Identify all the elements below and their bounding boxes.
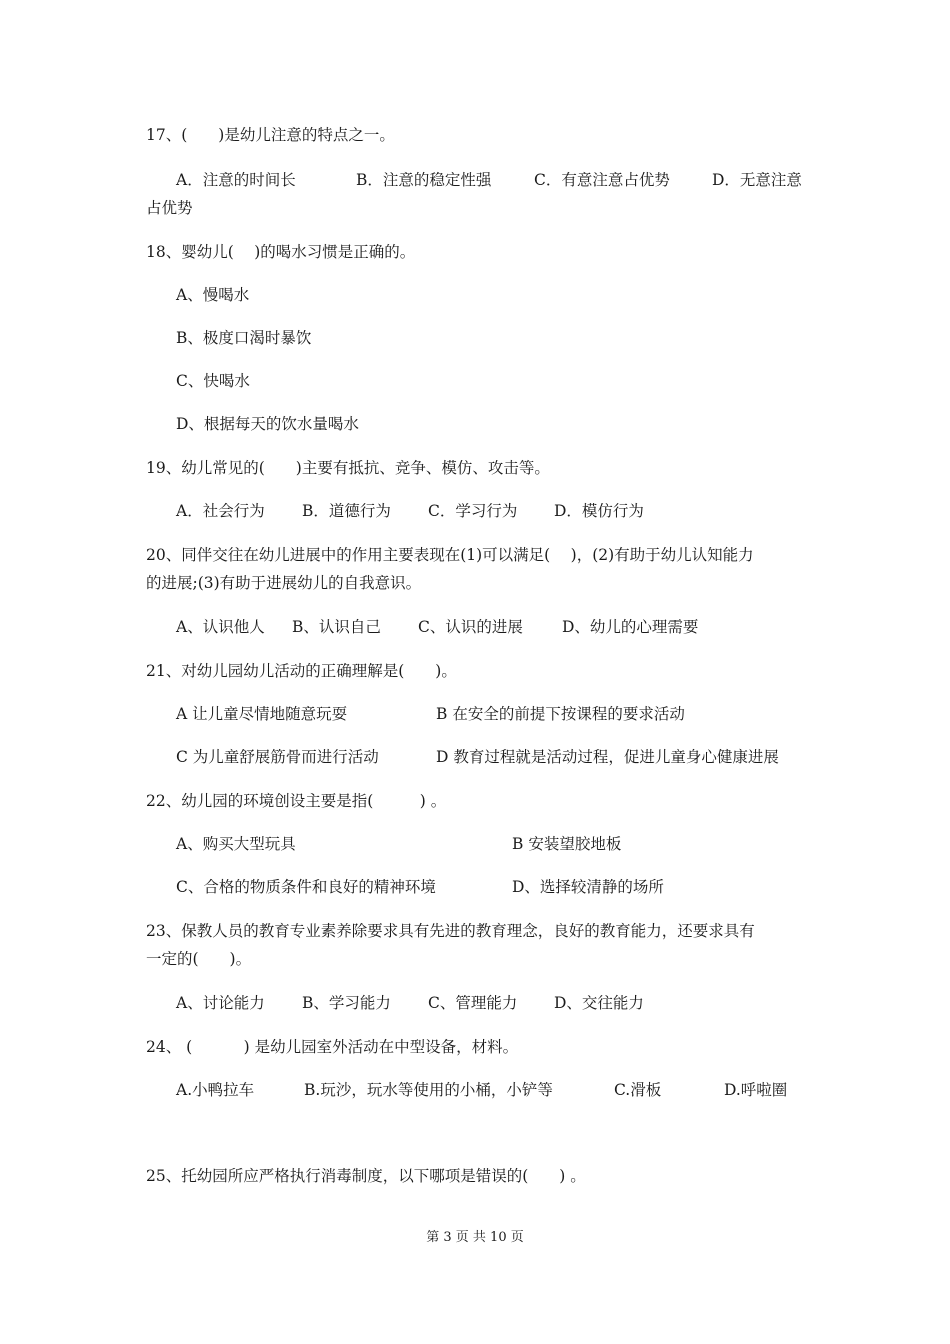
q17-option-d-wrap: 占优势 (146, 199, 193, 217)
q20-option-b: B、认识自己 (292, 618, 381, 636)
q24-option-b: B.玩沙，玩水等使用的小桶，小铲等 (304, 1081, 553, 1099)
q21-option-d: D 教育过程就是活动过程，促进儿童身心健康进展 (436, 748, 779, 766)
question-23-stem-line1: 23、保教人员的教育专业素养除要求具有先进的教育理念，良好的教育能力，还要求具有 (146, 922, 755, 940)
q23-option-a: A、讨论能力 (176, 994, 265, 1012)
q20-option-d: D、幼儿的心理需要 (562, 618, 699, 636)
q22-option-a: A、购买大型玩具 (176, 835, 296, 853)
q24-option-d: D.呼啦圈 (724, 1081, 788, 1099)
q19-option-d: D．模仿行为 (554, 502, 644, 520)
q21-option-a: A 让儿童尽情地随意玩耍 (176, 705, 348, 723)
page-footer: 第 3 页 共 10 页 (426, 1230, 524, 1245)
q23-option-c: C、管理能力 (428, 994, 518, 1012)
q23-option-b: B、学习能力 (302, 994, 391, 1012)
q21-option-b: B 在安全的前提下按课程的要求活动 (436, 705, 685, 723)
question-21-options-row2 (176, 746, 840, 768)
question-17-options (176, 169, 840, 191)
question-22-stem: 22、幼儿园的环境创设主要是指( ) 。 (146, 792, 447, 810)
q17-option-d: D．无意注意 (712, 171, 802, 189)
q22-option-b: B 安装望胶地板 (512, 835, 622, 853)
question-22-options-row1 (176, 833, 840, 855)
question-21-options-row1 (176, 703, 840, 725)
question-20-stem-line2: 的进展;(3)有助于进展幼儿的自我意识。 (146, 574, 422, 592)
question-21-stem: 21、对幼儿园幼儿活动的正确理解是( )。 (146, 662, 457, 680)
q19-option-b: B．道德行为 (302, 502, 391, 520)
question-18-stem: 18、婴幼儿( )的喝水习惯是正确的。 (146, 243, 416, 261)
question-23-stem-line2: 一定的( )。 (146, 950, 252, 968)
q20-option-c: C、认识的进展 (418, 618, 523, 636)
q18-option-c: C、快喝水 (176, 372, 250, 390)
q22-option-c: C、合格的物质条件和良好的精神环境 (176, 878, 436, 896)
q19-option-a: A．社会行为 (176, 502, 265, 520)
question-24-stem: 24、 ( ) 是幼儿园室外活动在中型设备，材料。 (146, 1038, 519, 1056)
q24-option-c: C.滑板 (614, 1081, 662, 1099)
q24-option-a: A.小鸭拉车 (176, 1081, 255, 1099)
question-20-stem-line1: 20、同伴交往在幼儿进展中的作用主要表现在(1)可以满足( )，(2)有助于幼儿认知能力 (146, 546, 754, 564)
q19-option-c: C．学习行为 (428, 502, 518, 520)
question-25-stem: 25、托幼园所应严格执行消毒制度，以下哪项是错误的( ) 。 (146, 1167, 586, 1185)
q18-option-a: A、慢喝水 (176, 286, 250, 304)
q17-option-b: B．注意的稳定性强 (356, 171, 492, 189)
q23-option-d: D、交往能力 (554, 994, 644, 1012)
question-20-options (176, 616, 840, 638)
q17-option-c: C．有意注意占优势 (534, 171, 670, 189)
question-22-options-row2 (176, 876, 840, 898)
q20-option-a: A、认识他人 (176, 618, 265, 636)
q17-option-a: A．注意的时间长 (176, 171, 296, 189)
q22-option-d: D、选择较清静的场所 (512, 878, 664, 896)
question-23-options (176, 992, 840, 1014)
question-19-stem: 19、幼儿常见的( )主要有抵抗、竞争、模仿、攻击等。 (146, 459, 550, 477)
question-19-options (176, 500, 840, 522)
question-24-options (176, 1079, 840, 1101)
q21-option-c: C 为儿童舒展筋骨而进行活动 (176, 748, 379, 766)
q18-option-d: D、根据每天的饮水量喝水 (176, 415, 359, 433)
q18-option-b: B、极度口渴时暴饮 (176, 329, 312, 347)
question-17-stem: 17、( )是幼儿注意的特点之一。 (146, 126, 395, 144)
